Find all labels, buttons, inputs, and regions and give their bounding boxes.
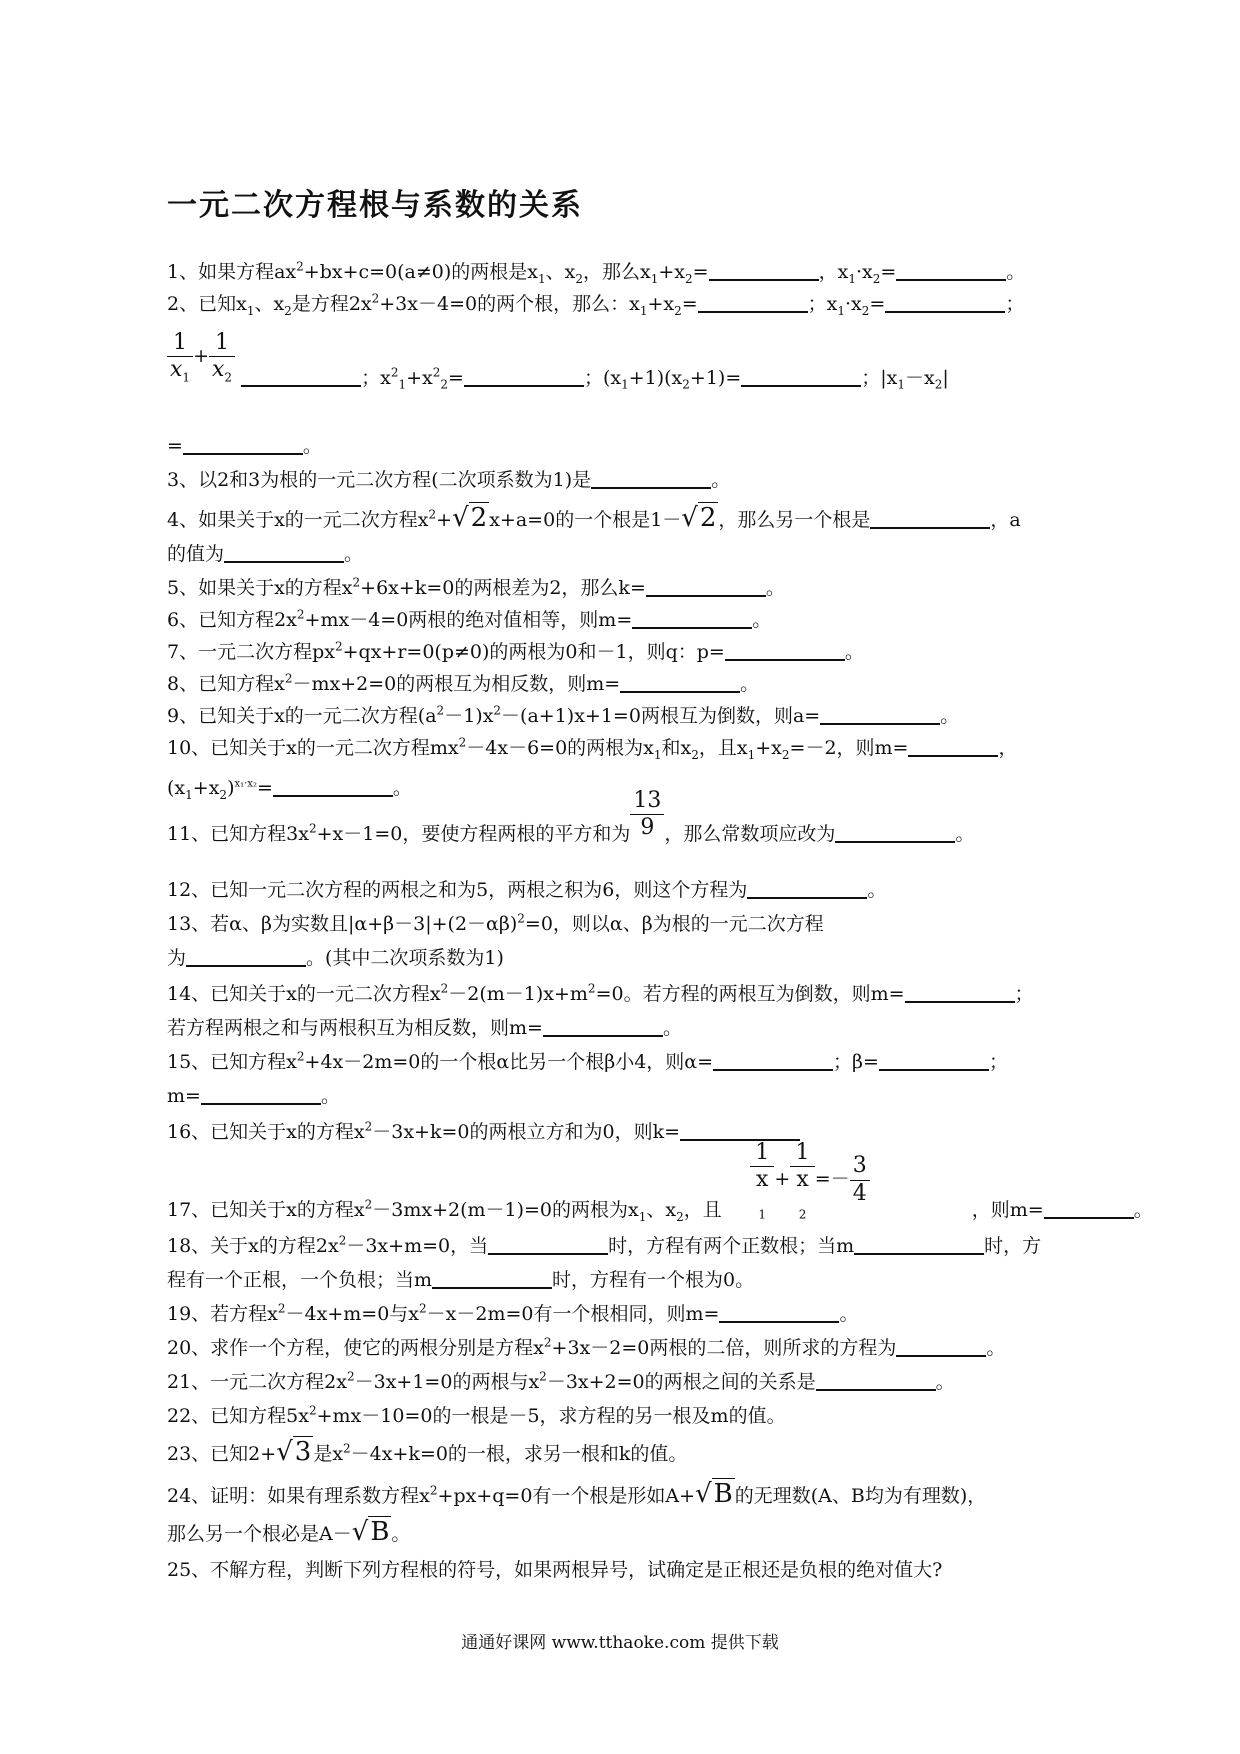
- question-21: 21、一元二次方程$2x^2-3x+1=0$的两根与$x^2-3x+2=0$的两根之间的关系是 。: [167, 1369, 955, 1393]
- question-11: 11、已知方程$3x^2+x-1=0$，要使方程两根的平方和为 $\frac{13}{9}$ ，那么常数项应改为 。: [167, 788, 975, 845]
- question-2: 2、已知$x_1$、$x_2$是方程$2x^2+3x-4=0$的两个根，那么：$x_1+x_2=$ ；$x_1\cdot x_2=$ ；: [167, 291, 1025, 318]
- question-8: 8、已知方程$x^2-mx+2=0$的两根互为相反数，则m= 。: [167, 671, 760, 695]
- question-17: 17、已知关于x的方程$x^2-3mx+2(m-1)=0$的两根为$x_1$、$x_2$，且 ，则m= 。: [167, 1197, 1153, 1224]
- answer-blank: [698, 293, 808, 313]
- sqrt-3: √3: [276, 1437, 312, 1467]
- question-4: 4、如果关于x的一元二次方程$x^2+√2$ x+a=0的一个根是1－√2 ，那么另一个根是 ，a: [167, 503, 1021, 533]
- answer-blank: [543, 1017, 663, 1037]
- page-footer: 通通好课网 www.tthaoke.com 提供下载: [461, 1633, 779, 1653]
- question-12: 12、已知一元二次方程的两根之和为5，两根之积为6，则这个方程为 。: [167, 879, 887, 901]
- answer-blank: [488, 1235, 608, 1255]
- question-16: 16、已知关于x的方程$x^2-3x+k=0$的两根立方和为0，则k=: [167, 1118, 800, 1146]
- answer-blank: [835, 823, 955, 843]
- answer-blank: [1044, 1199, 1134, 1219]
- sqrt-2: √2: [681, 503, 717, 533]
- answer-blank: [713, 1051, 833, 1071]
- question-14-line-2: 若方程两根之和与两根积互为相反数，则m= 。: [167, 1017, 682, 1039]
- fraction-1-over-x2: $\frac{1}{x_2}$: [209, 330, 235, 384]
- answer-blank: [183, 435, 303, 455]
- fraction-13-over-9: $\frac{13}{9}$: [630, 788, 664, 842]
- sqrt-2: √2: [452, 503, 488, 533]
- question-22: 22、已知方程$5x^2+mx-10=0$的一根是－5，求方程的另一根及m的值。: [167, 1403, 786, 1427]
- question-6: 6、已知方程$2x^2+mx-4=0$两根的绝对值相等，则m= 。: [167, 607, 772, 631]
- question-24-line-2: 那么另一个根必是A－√B 。: [167, 1517, 411, 1547]
- answer-blank: [747, 879, 867, 899]
- question-15-line-2: m= 。: [167, 1085, 340, 1107]
- answer-blank: [741, 367, 861, 387]
- answer-blank: [896, 261, 1006, 281]
- question-2-line-3: = 。: [167, 435, 322, 457]
- question-18: 18、关于x的方程$2x^2-3x+m=0$，当 时，方程有两个正数根；当m 时，方: [167, 1233, 1042, 1257]
- page-title: 一元二次方程根与系数的关系: [167, 188, 583, 223]
- answer-blank: [591, 469, 711, 489]
- fraction-1-over-x1: $\frac{1}{x_1}$: [167, 330, 193, 384]
- answer-blank: [241, 367, 361, 387]
- answer-blank: [464, 367, 584, 387]
- question-23: 23、已知2+√3 是$x^2-4x+k=0$的一根，求另一根和k的值。: [167, 1437, 688, 1467]
- answer-blank: [680, 1121, 800, 1141]
- answer-blank: [620, 673, 740, 693]
- question-7: 7、一元二次方程$px^2+qx+r=0(p\ne 0)$的两根为0和－1，则q：p= 。: [167, 639, 864, 663]
- answer-blank: [186, 947, 306, 967]
- question-19: 19、若方程$x^2-4x+m=0$与$x^2-x-2m=0$有一个根相同，则m= 。: [167, 1301, 859, 1325]
- answer-blank: [854, 1235, 984, 1255]
- question-10: 10、已知关于x的一元二次方程$mx^2-4x-6=0$的两根为$x_1$和$x_2$，且$x_1+x_2=-2$，则m= ，: [167, 735, 1018, 762]
- question-25: 25、不解方程，判断下列方程根的符号，如果两根异号，试确定是正根还是负根的绝对值大?: [167, 1559, 943, 1581]
- answer-blank: [725, 641, 845, 661]
- answer-blank: [432, 1269, 552, 1289]
- question-10-line-2: $(x_1+x_2)^{x_1\cdot x_2}=$ 。: [167, 777, 412, 802]
- fraction-3-over-4: $\frac{3}{4}$: [850, 1153, 870, 1207]
- answer-blank: [908, 737, 998, 757]
- question-5: 5、如果关于x的方程$x^2+6x+k=0$的两根差为2，那么k= 。: [167, 575, 785, 599]
- answer-blank: [201, 1085, 321, 1105]
- question-14: 14、已知关于x的一元二次方程$x^2-2(m-1)x+m^2=0$。若方程的两根互为倒数，则m= ；: [167, 981, 1034, 1005]
- question-1: 1、如果方程$ax^2+bx+c=0(a\ne 0)$的两根是$x_1$、$x_2$，那么$x_1+x_2=$ ，$x_1\cdot x_2=$ 。: [167, 259, 1026, 286]
- answer-blank: [820, 705, 940, 725]
- answer-blank: [816, 1371, 936, 1391]
- answer-blank: [885, 293, 1005, 313]
- question-20: 20、求作一个方程，使它的两根分别是方程$x^2+3x-2=0$两根的二倍，则所求的方程为 。: [167, 1335, 1006, 1359]
- question-24: 24、证明：如果有理系数方程$x^2+px+q=0$有一个根是形如A+√B 的无理数(A、B均为有理数)，: [167, 1479, 987, 1509]
- answer-blank: [719, 1303, 839, 1323]
- answer-blank: [896, 1337, 986, 1357]
- fraction-1-over-x2: 1 x $_2$: [790, 1140, 814, 1220]
- question-9: 9、已知关于x的一元二次方程$(a^2-1)x^2-(a+1)x+1=0$两根互为倒数，则a= 。: [167, 703, 960, 727]
- answer-blank: [870, 509, 990, 529]
- answer-blank: [646, 577, 766, 597]
- question-15: 15、已知方程$x^2+4x-2m=0$的一个根α比另一个根β小4，则α= ；β= ；: [167, 1049, 1008, 1073]
- answer-blank: [632, 609, 752, 629]
- question-3: 3、以2和3为根的一元二次方程(二次项系数为1)是 。: [167, 469, 731, 491]
- question-13-line-2: 为 。(其中二次项系数为1): [167, 947, 504, 969]
- answer-blank: [905, 983, 1015, 1003]
- sqrt-B: √B: [695, 1479, 733, 1509]
- question-13: 13、若α、β为实数且$|\alpha+\beta-3|+(2-\alpha\beta)^2=0$，则以α、β为根的一元二次方程: [167, 911, 824, 935]
- question-18-line-2: 程有一个正根，一个负根；当m 时，方程有一个根为0。: [167, 1269, 755, 1291]
- question-2-line-2: $\frac{1}{x_1}$ + $\frac{1}{x_2}$ ；$x^2_1+x^2_2=$ ；$(x_1+1)(x_2+1)=$ ；$|x_1-x_2|$: [167, 352, 949, 406]
- question-4-line-2: 的值为 。: [167, 543, 364, 565]
- answer-blank: [224, 543, 344, 563]
- q17-formula: 1 x $_1$ + 1 x $_2$ =－ $\frac{3}{4}$: [750, 1140, 870, 1220]
- answer-blank: [709, 261, 819, 281]
- sqrt-B: √B: [351, 1517, 390, 1547]
- answer-blank: [273, 777, 393, 797]
- answer-blank: [879, 1051, 989, 1071]
- fraction-1-over-x1: 1 x $_1$: [750, 1140, 774, 1220]
